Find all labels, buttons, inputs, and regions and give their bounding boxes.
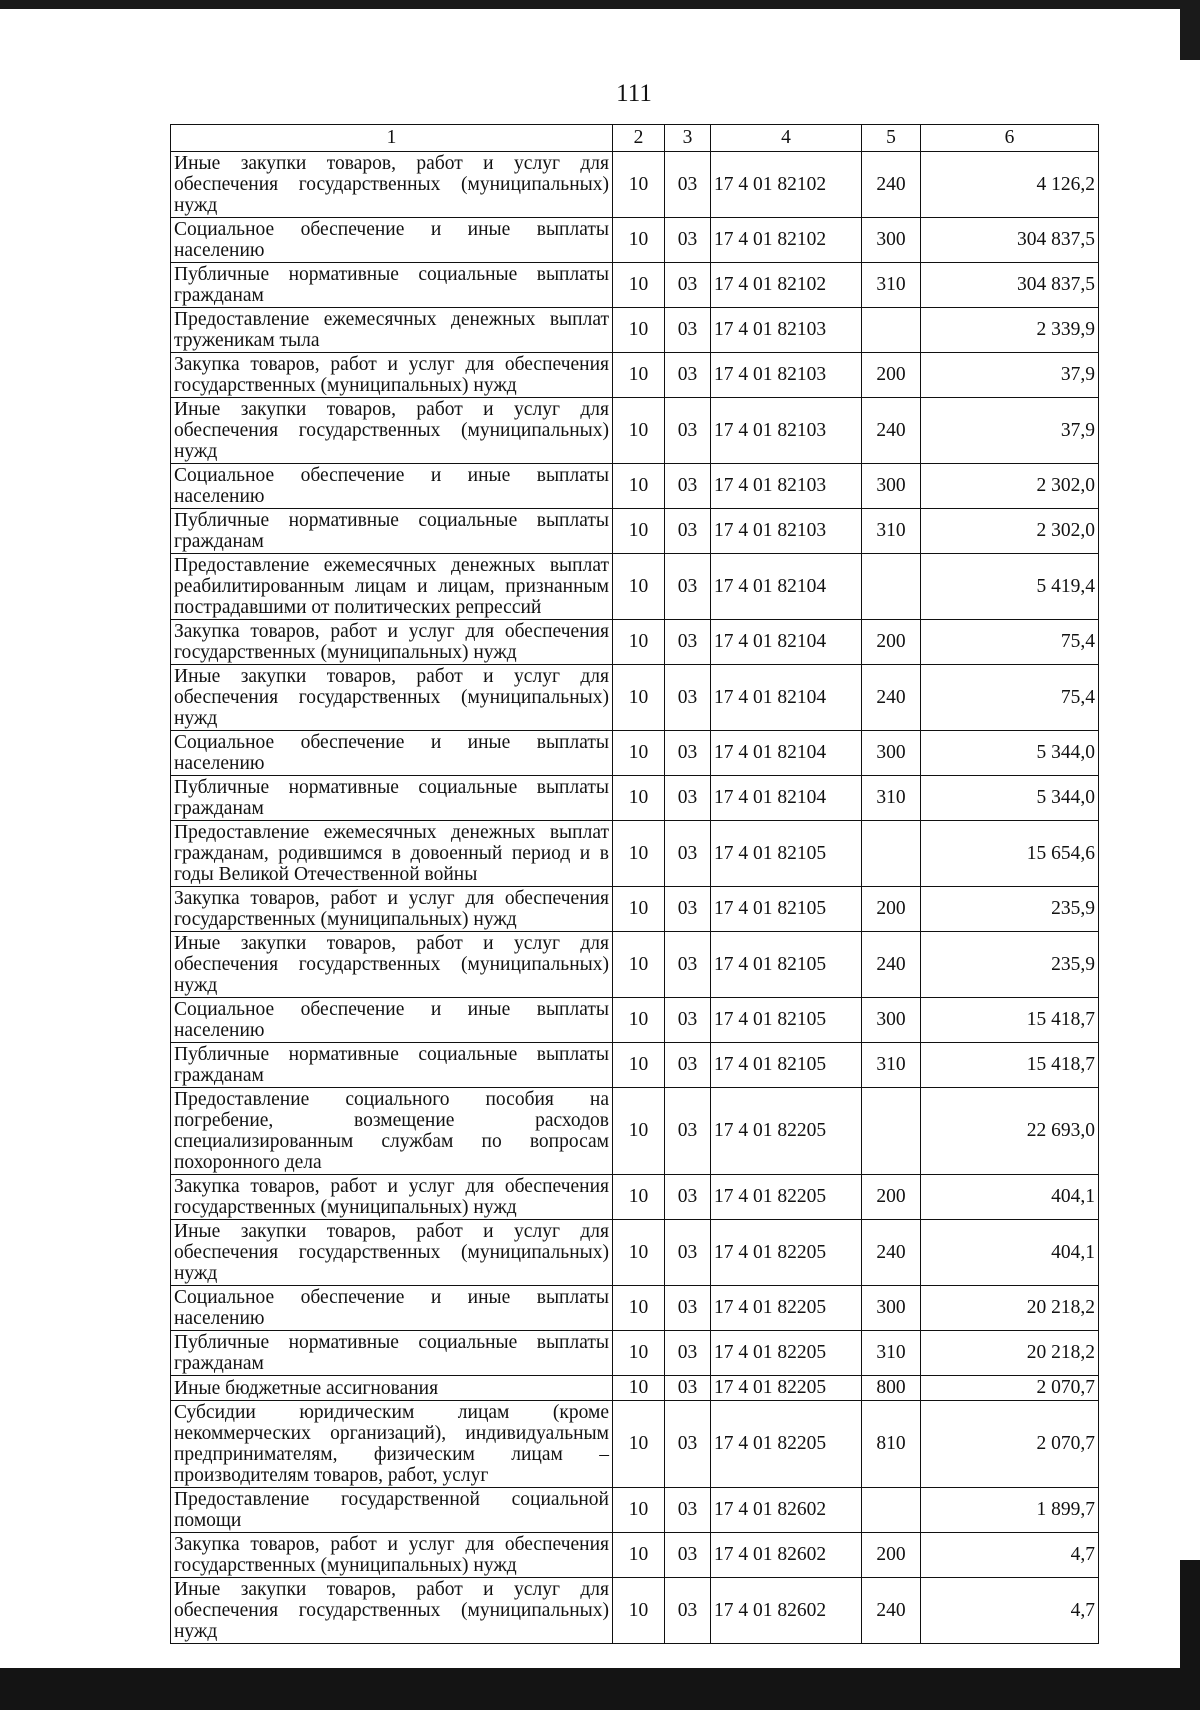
- row-subsection-cell: 03: [665, 821, 711, 887]
- row-section-cell: 10: [613, 998, 665, 1043]
- row-name-cell: Закупка товаров, работ и услуг для обеспечения государственных (муниципальных) нужд: [171, 1175, 613, 1220]
- row-target-article-cell: 17 4 01 82205: [711, 1376, 862, 1401]
- row-expense-type-cell: 240: [862, 1220, 921, 1286]
- row-section-cell: 10: [613, 1043, 665, 1088]
- row-subsection-cell: 03: [665, 932, 711, 998]
- row-target-article-cell: 17 4 01 82602: [711, 1533, 862, 1578]
- row-target-article-cell: 17 4 01 82103: [711, 398, 862, 464]
- row-expense-type-cell: 200: [862, 353, 921, 398]
- row-section-cell: 10: [613, 398, 665, 464]
- row-expense-type-cell: 300: [862, 1286, 921, 1331]
- row-section-cell: 10: [613, 464, 665, 509]
- row-section-cell: 10: [613, 887, 665, 932]
- row-expense-type-cell: 240: [862, 665, 921, 731]
- row-subsection-cell: 03: [665, 665, 711, 731]
- row-section-cell: 10: [613, 509, 665, 554]
- row-amount-cell: 404,1: [921, 1175, 1099, 1220]
- row-section-cell: 10: [613, 308, 665, 353]
- table-row: [171, 731, 1099, 776]
- table-row: [171, 509, 1099, 554]
- row-target-article-cell: 17 4 01 82104: [711, 731, 862, 776]
- row-subsection-cell: 03: [665, 398, 711, 464]
- row-name-cell: Субсидии юридическим лицам (кроме некоммерческих организаций), индивидуальным предпринимателям, физическим лицам – производителям товаров, работ, услуг: [171, 1401, 613, 1488]
- row-amount-cell: 304 837,5: [921, 218, 1099, 263]
- row-name-cell: Публичные нормативные социальные выплаты гражданам: [171, 263, 613, 308]
- row-expense-type-cell: [862, 1488, 921, 1533]
- row-target-article-cell: 17 4 01 82205: [711, 1175, 862, 1220]
- row-target-article-cell: 17 4 01 82205: [711, 1286, 862, 1331]
- row-name-cell: Иные закупки товаров, работ и услуг для обеспечения государственных (муниципальных) нужд: [171, 1578, 613, 1644]
- row-expense-type-cell: 200: [862, 1533, 921, 1578]
- table-header: [171, 125, 1099, 152]
- scan-bottom-right-edge: [1180, 1560, 1200, 1710]
- row-name-cell: Предоставление ежемесячных денежных выплат труженикам тыла: [171, 308, 613, 353]
- row-subsection-cell: 03: [665, 731, 711, 776]
- row-section-cell: 10: [613, 1220, 665, 1286]
- row-amount-cell: 2 070,7: [921, 1376, 1099, 1401]
- row-name-cell: Иные закупки товаров, работ и услуг для обеспечения государственных (муниципальных) нужд: [171, 1220, 613, 1286]
- row-amount-cell: 4 126,2: [921, 152, 1099, 218]
- row-section-cell: 10: [613, 821, 665, 887]
- row-amount-cell: 2 339,9: [921, 308, 1099, 353]
- column-header: 6: [921, 125, 1099, 152]
- row-subsection-cell: 03: [665, 1175, 711, 1220]
- row-name-cell: Социальное обеспечение и иные выплаты населению: [171, 464, 613, 509]
- row-target-article-cell: 17 4 01 82102: [711, 263, 862, 308]
- row-section-cell: 10: [613, 1286, 665, 1331]
- row-section-cell: 10: [613, 1488, 665, 1533]
- row-section-cell: 10: [613, 152, 665, 218]
- row-subsection-cell: 03: [665, 620, 711, 665]
- row-name-cell: Закупка товаров, работ и услуг для обеспечения государственных (муниципальных) нужд: [171, 887, 613, 932]
- table-row: [171, 398, 1099, 464]
- row-expense-type-cell: 240: [862, 152, 921, 218]
- row-amount-cell: 75,4: [921, 620, 1099, 665]
- row-name-cell: Иные закупки товаров, работ и услуг для обеспечения государственных (муниципальных) нужд: [171, 932, 613, 998]
- row-expense-type-cell: 300: [862, 998, 921, 1043]
- row-target-article-cell: 17 4 01 82103: [711, 464, 862, 509]
- row-expense-type-cell: 310: [862, 1331, 921, 1376]
- row-amount-cell: 4,7: [921, 1533, 1099, 1578]
- row-expense-type-cell: [862, 308, 921, 353]
- row-subsection-cell: 03: [665, 1533, 711, 1578]
- table-row: [171, 932, 1099, 998]
- row-target-article-cell: 17 4 01 82602: [711, 1488, 862, 1533]
- row-expense-type-cell: 310: [862, 1043, 921, 1088]
- row-target-article-cell: 17 4 01 82105: [711, 887, 862, 932]
- row-name-cell: Иные закупки товаров, работ и услуг для обеспечения государственных (муниципальных) нужд: [171, 152, 613, 218]
- scan-top-edge: [0, 0, 1200, 9]
- row-subsection-cell: 03: [665, 1088, 711, 1175]
- row-target-article-cell: 17 4 01 82105: [711, 932, 862, 998]
- row-section-cell: 10: [613, 1175, 665, 1220]
- row-expense-type-cell: [862, 821, 921, 887]
- row-amount-cell: 15 654,6: [921, 821, 1099, 887]
- row-target-article-cell: 17 4 01 82205: [711, 1401, 862, 1488]
- row-amount-cell: 22 693,0: [921, 1088, 1099, 1175]
- row-section-cell: 10: [613, 731, 665, 776]
- column-header: 2: [613, 125, 665, 152]
- row-name-cell: Предоставление социального пособия на погребение, возмещение расходов специализированным службам по вопросам похоронного дела: [171, 1088, 613, 1175]
- row-expense-type-cell: 240: [862, 932, 921, 998]
- row-name-cell: Публичные нормативные социальные выплаты гражданам: [171, 1043, 613, 1088]
- table-row: [171, 1220, 1099, 1286]
- column-header: 4: [711, 125, 862, 152]
- row-subsection-cell: 03: [665, 1578, 711, 1644]
- row-target-article-cell: 17 4 01 82105: [711, 821, 862, 887]
- row-name-cell: Социальное обеспечение и иные выплаты населению: [171, 1286, 613, 1331]
- row-subsection-cell: 03: [665, 1220, 711, 1286]
- row-amount-cell: 5 344,0: [921, 731, 1099, 776]
- table-row: [171, 308, 1099, 353]
- row-name-cell: Закупка товаров, работ и услуг для обеспечения государственных (муниципальных) нужд: [171, 620, 613, 665]
- table-row: [171, 776, 1099, 821]
- row-expense-type-cell: [862, 1088, 921, 1175]
- row-expense-type-cell: 200: [862, 887, 921, 932]
- row-expense-type-cell: 240: [862, 1578, 921, 1644]
- row-expense-type-cell: [862, 554, 921, 620]
- row-amount-cell: 5 344,0: [921, 776, 1099, 821]
- budget-table: [170, 124, 1099, 1644]
- row-amount-cell: 235,9: [921, 887, 1099, 932]
- row-expense-type-cell: 200: [862, 1175, 921, 1220]
- row-section-cell: 10: [613, 1578, 665, 1644]
- row-name-cell: Социальное обеспечение и иные выплаты населению: [171, 731, 613, 776]
- row-subsection-cell: 03: [665, 1286, 711, 1331]
- row-target-article-cell: 17 4 01 82104: [711, 665, 862, 731]
- column-header: 5: [862, 125, 921, 152]
- row-section-cell: 10: [613, 1088, 665, 1175]
- row-expense-type-cell: 300: [862, 464, 921, 509]
- row-amount-cell: 15 418,7: [921, 998, 1099, 1043]
- row-expense-type-cell: 810: [862, 1401, 921, 1488]
- table-body: [171, 152, 1099, 1644]
- table-row: [171, 263, 1099, 308]
- page-number: 111: [616, 80, 652, 107]
- row-subsection-cell: 03: [665, 263, 711, 308]
- row-subsection-cell: 03: [665, 1331, 711, 1376]
- table-row: [171, 1488, 1099, 1533]
- row-name-cell: Закупка товаров, работ и услуг для обеспечения государственных (муниципальных) нужд: [171, 353, 613, 398]
- row-section-cell: 10: [613, 1376, 665, 1401]
- row-section-cell: 10: [613, 554, 665, 620]
- table-row: [171, 554, 1099, 620]
- row-subsection-cell: 03: [665, 776, 711, 821]
- table-row: [171, 620, 1099, 665]
- row-amount-cell: 37,9: [921, 398, 1099, 464]
- row-amount-cell: 20 218,2: [921, 1286, 1099, 1331]
- row-section-cell: 10: [613, 218, 665, 263]
- row-expense-type-cell: 310: [862, 263, 921, 308]
- row-amount-cell: 4,7: [921, 1578, 1099, 1644]
- table-row: [171, 353, 1099, 398]
- row-expense-type-cell: 300: [862, 731, 921, 776]
- row-amount-cell: 2 302,0: [921, 464, 1099, 509]
- column-header: 3: [665, 125, 711, 152]
- row-amount-cell: 5 419,4: [921, 554, 1099, 620]
- row-target-article-cell: 17 4 01 82103: [711, 509, 862, 554]
- row-section-cell: 10: [613, 263, 665, 308]
- table-row: [171, 1088, 1099, 1175]
- row-target-article-cell: 17 4 01 82104: [711, 620, 862, 665]
- table-row: [171, 1175, 1099, 1220]
- table-row: [171, 1331, 1099, 1376]
- scan-bottom-edge: [0, 1668, 1200, 1710]
- row-section-cell: 10: [613, 620, 665, 665]
- row-amount-cell: 15 418,7: [921, 1043, 1099, 1088]
- row-subsection-cell: 03: [665, 152, 711, 218]
- row-name-cell: Публичные нормативные социальные выплаты гражданам: [171, 776, 613, 821]
- row-target-article-cell: 17 4 01 82205: [711, 1088, 862, 1175]
- row-name-cell: Иные закупки товаров, работ и услуг для обеспечения государственных (муниципальных) нужд: [171, 665, 613, 731]
- table-row: [171, 218, 1099, 263]
- row-amount-cell: 2 070,7: [921, 1401, 1099, 1488]
- table-row: [171, 665, 1099, 731]
- row-subsection-cell: 03: [665, 998, 711, 1043]
- table-row: [171, 998, 1099, 1043]
- row-section-cell: 10: [613, 1401, 665, 1488]
- table-row: [171, 152, 1099, 218]
- row-section-cell: 10: [613, 353, 665, 398]
- row-amount-cell: 2 302,0: [921, 509, 1099, 554]
- row-name-cell: Публичные нормативные социальные выплаты гражданам: [171, 509, 613, 554]
- row-subsection-cell: 03: [665, 509, 711, 554]
- row-subsection-cell: 03: [665, 1376, 711, 1401]
- row-name-cell: Иные закупки товаров, работ и услуг для обеспечения государственных (муниципальных) нужд: [171, 398, 613, 464]
- row-amount-cell: 404,1: [921, 1220, 1099, 1286]
- row-section-cell: 10: [613, 1533, 665, 1578]
- row-subsection-cell: 03: [665, 887, 711, 932]
- row-amount-cell: 37,9: [921, 353, 1099, 398]
- row-subsection-cell: 03: [665, 1043, 711, 1088]
- row-expense-type-cell: 310: [862, 776, 921, 821]
- row-name-cell: Предоставление ежемесячных денежных выплат гражданам, родившимся в довоенный период и в годы Великой Отечественной войны: [171, 821, 613, 887]
- row-target-article-cell: 17 4 01 82102: [711, 152, 862, 218]
- row-target-article-cell: 17 4 01 82103: [711, 353, 862, 398]
- row-section-cell: 10: [613, 1331, 665, 1376]
- row-target-article-cell: 17 4 01 82104: [711, 554, 862, 620]
- row-name-cell: Закупка товаров, работ и услуг для обеспечения государственных (муниципальных) нужд: [171, 1533, 613, 1578]
- header-row: [171, 125, 1099, 152]
- row-name-cell: Иные бюджетные ассигнования: [171, 1376, 613, 1401]
- row-subsection-cell: 03: [665, 218, 711, 263]
- table-row: [171, 1578, 1099, 1644]
- row-expense-type-cell: 240: [862, 398, 921, 464]
- table-row: [171, 821, 1099, 887]
- row-name-cell: Публичные нормативные социальные выплаты гражданам: [171, 1331, 613, 1376]
- row-subsection-cell: 03: [665, 308, 711, 353]
- row-expense-type-cell: 200: [862, 620, 921, 665]
- row-target-article-cell: 17 4 01 82104: [711, 776, 862, 821]
- row-name-cell: Социальное обеспечение и иные выплаты населению: [171, 218, 613, 263]
- table-row: [171, 1401, 1099, 1488]
- row-amount-cell: 75,4: [921, 665, 1099, 731]
- row-subsection-cell: 03: [665, 353, 711, 398]
- row-amount-cell: 304 837,5: [921, 263, 1099, 308]
- row-subsection-cell: 03: [665, 464, 711, 509]
- row-name-cell: Социальное обеспечение и иные выплаты населению: [171, 998, 613, 1043]
- table-row: [171, 464, 1099, 509]
- row-name-cell: Предоставление государственной социальной помощи: [171, 1488, 613, 1533]
- row-target-article-cell: 17 4 01 82103: [711, 308, 862, 353]
- row-amount-cell: 1 899,7: [921, 1488, 1099, 1533]
- row-name-cell: Предоставление ежемесячных денежных выплат реабилитированным лицам и лицам, признанным пострадавшими от политических репрессий: [171, 554, 613, 620]
- table-row: [171, 887, 1099, 932]
- table-row: [171, 1376, 1099, 1401]
- row-target-article-cell: 17 4 01 82105: [711, 1043, 862, 1088]
- row-amount-cell: 20 218,2: [921, 1331, 1099, 1376]
- row-target-article-cell: 17 4 01 82602: [711, 1578, 862, 1644]
- table-row: [171, 1286, 1099, 1331]
- row-subsection-cell: 03: [665, 1401, 711, 1488]
- row-expense-type-cell: 310: [862, 509, 921, 554]
- row-amount-cell: 235,9: [921, 932, 1099, 998]
- row-section-cell: 10: [613, 776, 665, 821]
- row-target-article-cell: 17 4 01 82205: [711, 1331, 862, 1376]
- row-section-cell: 10: [613, 932, 665, 998]
- table-row: [171, 1533, 1099, 1578]
- row-subsection-cell: 03: [665, 1488, 711, 1533]
- table-row: [171, 1043, 1099, 1088]
- row-subsection-cell: 03: [665, 554, 711, 620]
- column-header: 1: [171, 125, 613, 152]
- row-target-article-cell: 17 4 01 82205: [711, 1220, 862, 1286]
- row-target-article-cell: 17 4 01 82105: [711, 998, 862, 1043]
- row-expense-type-cell: 800: [862, 1376, 921, 1401]
- row-expense-type-cell: 300: [862, 218, 921, 263]
- row-target-article-cell: 17 4 01 82102: [711, 218, 862, 263]
- row-section-cell: 10: [613, 665, 665, 731]
- scan-top-right-edge: [1180, 0, 1200, 60]
